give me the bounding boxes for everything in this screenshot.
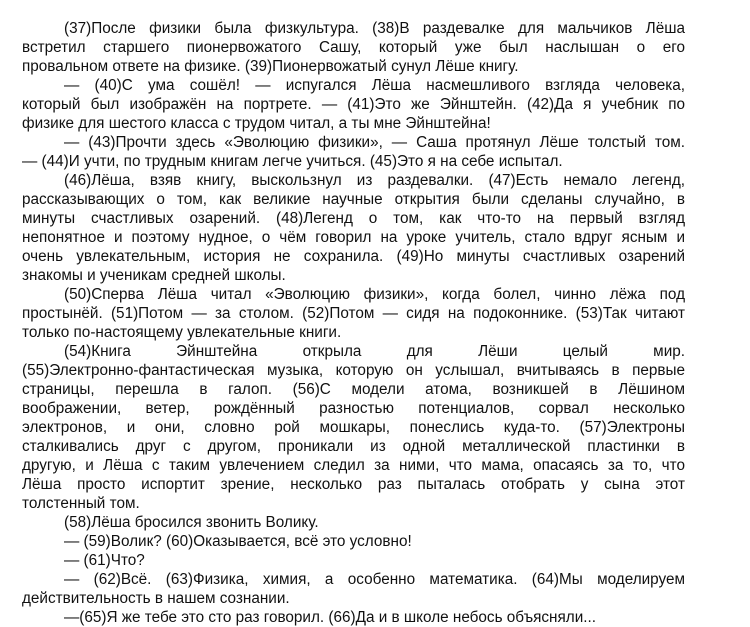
paragraph (22, 551, 685, 570)
text-line: непонятное и поэтому нудное, о чём говорил на уроке учитель, стало вдруг ясным и (22, 229, 685, 246)
text-line: — (44)И учти, по трудным книгам легче учиться. (45)Это я на себе испытал. (22, 153, 563, 170)
text-line: — (62)Всё. (63)Физика, химия, а особенно математика. (64)Мы моделируем (64, 571, 685, 588)
paragraph (22, 133, 685, 171)
paragraph (22, 19, 685, 76)
paragraph (22, 76, 685, 133)
text-line: — (61)Что? (64, 552, 145, 569)
text-line: страницы, перешла в галоп. (56)С модели атома, возникшей в Лёшином (22, 381, 685, 398)
paragraph (22, 513, 685, 532)
paragraph (22, 608, 685, 627)
paragraph (22, 570, 685, 608)
text-line: встретил старшего пионервожатого Сашу, который уже был наслышан о его (22, 39, 685, 56)
paragraph (22, 171, 685, 285)
document-text (22, 19, 685, 627)
text-line: электронов, и они, словно рой мошкары, понеслись куда-то. (57)Электроны (22, 419, 685, 436)
text-line: провальном ответе на физике. (39)Пионервожатый сунул Лёше книгу. (22, 58, 519, 75)
text-line: (58)Лёша бросился звонить Волику. (64, 514, 319, 531)
text-line: действительность в нашем сознании. (22, 590, 290, 607)
text-line: знакомы и ученикам средней школы. (22, 267, 286, 284)
text-line: — (59)Волик? (60)Оказывается, всё это условно! (64, 533, 412, 550)
text-line: рассказывающих о том, как великие научные открытия были сделаны случайно, в (22, 191, 685, 208)
paragraph (22, 342, 685, 513)
text-line: очень увлекательным, история не сохранила. (49)Но минуты счастливых озарений (22, 248, 685, 265)
text-line: другую, и Лёша с таким увлечением следил за ними, что мама, опасаясь за то, что (22, 457, 685, 474)
text-line: толстенный том. (22, 495, 140, 512)
paragraph (22, 285, 685, 342)
text-line: (46)Лёша, взяв книгу, выскользнул из раздевалки. (47)Есть немало легенд, (64, 172, 685, 189)
text-line: —(65)Я же тебе это сто раз говорил. (66)Да и в школе небось объясняли... (64, 609, 597, 626)
text-line: (55)Электронно-фантастическая музыка, которую он услышал, вчитываясь в первые (22, 362, 685, 379)
text-line: — (40)С ума сошёл! — испугался Лёша насмешливого взгляда человека, (64, 77, 685, 94)
text-line: только по-настоящему увлекательные книги. (22, 324, 342, 341)
text-line: сталкивались друг с другом, проникали из одной металлической пластинки в (22, 438, 685, 455)
text-line: Лёша просто испортит зрение, несколько раз пыталась отобрать у сына этот (22, 476, 685, 493)
paragraph (22, 532, 685, 551)
text-line: (37)После физики была физкультура. (38)В раздевалке для мальчиков Лёша (64, 20, 685, 37)
text-line: (54)Книга Эйнштейна открыла для Лёши целый мир. (64, 343, 685, 360)
text-line: который был изображён на портрете. — (41)Это же Эйнштейн. (42)Да я учебник по (22, 96, 685, 113)
text-line: простынёй. (51)Потом — за столом. (52)Потом — сидя на подоконнике. (53)Так читают (22, 305, 685, 322)
text-line: (50)Сперва Лёша читал «Эволюцию физики», когда болел, чинно лёжа под (64, 286, 685, 303)
text-line: воображении, ветер, рождённый разностью потенциалов, сорвал несколько (22, 400, 685, 417)
text-line: минуты счастливых озарений. (48)Легенд о том, как что-то на первый взгляд (22, 210, 685, 227)
text-line: физике для шестого класса с трудом читал, а ты мне Эйнштейна! (22, 115, 491, 132)
text-line: — (43)Прочти здесь «Эволюцию физики», — Саша протянул Лёше толстый том. (64, 134, 685, 151)
